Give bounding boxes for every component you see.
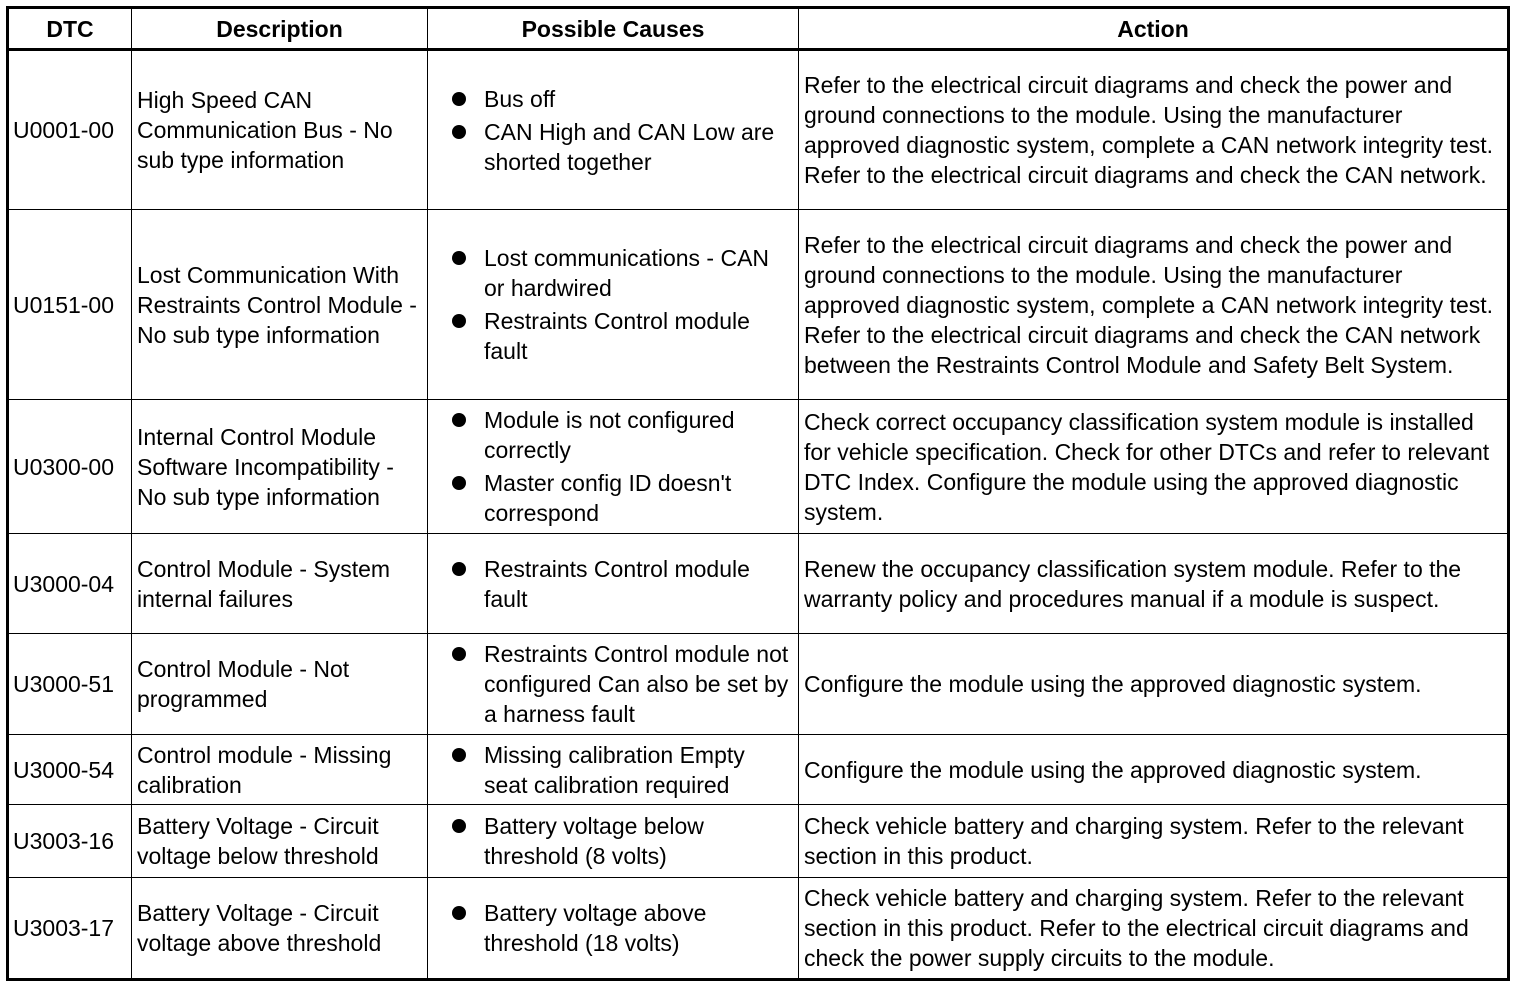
header-description: Description (132, 8, 428, 50)
cause-text: Lost communications - CAN or hardwired (484, 245, 770, 301)
cause-item (450, 898, 792, 958)
dtc-description: Control Module - System internal failures (132, 534, 428, 634)
possible-causes (428, 210, 799, 400)
dtc-description: Control Module - Not programmed (132, 634, 428, 735)
cause-text: Battery voltage above threshold (18 volts) (484, 900, 707, 956)
dtc-code: U3000-04 (8, 534, 132, 634)
cause-text: CAN High and CAN Low are shorted together (484, 118, 775, 175)
cause-text: Module is not configured correctly (484, 407, 735, 463)
cause-item (450, 639, 792, 729)
table-row (8, 878, 1509, 980)
bullet-icon (452, 562, 466, 576)
cause-list (450, 405, 792, 528)
bullet-icon (452, 125, 466, 139)
bullet-icon (452, 906, 466, 920)
cause-text: Missing calibration Empty seat calibration required (484, 741, 745, 798)
dtc-code: U0300-00 (8, 400, 132, 534)
bullet-icon (452, 647, 466, 661)
table-row (8, 400, 1509, 534)
possible-causes (428, 634, 799, 735)
cause-list (450, 554, 792, 614)
dtc-code: U0151-00 (8, 210, 132, 400)
table-row (8, 805, 1509, 878)
dtc-action: Refer to the electrical circuit diagrams and check the power and ground connections to the module. Using the manufacturer approved diagnostic system, complete a CAN network integrity test. Refer to the electrical circuit diagrams and check the CAN network between the Restraints Control Module and Safety Belt System. (799, 210, 1509, 400)
possible-causes (428, 534, 799, 634)
possible-causes (428, 805, 799, 878)
cause-list (450, 811, 792, 871)
cause-item (450, 84, 792, 114)
cause-text: Restraints Control module fault (484, 555, 750, 612)
cause-item (450, 306, 792, 366)
possible-causes (428, 50, 799, 210)
cause-text: Restraints Control module not configured Can also be set by a harness fault (484, 641, 789, 727)
dtc-description: Lost Communication With Restraints Control Module - No sub type information (132, 210, 428, 400)
cause-item (450, 811, 792, 871)
possible-causes (428, 400, 799, 534)
header-action: Action (799, 8, 1509, 50)
dtc-action: Refer to the electrical circuit diagrams and check the power and ground connections to the module. Using the manufacturer approved diagnostic system, complete a CAN network integrity test. Refer to the electrical circuit diagrams and check the CAN network. (799, 50, 1509, 210)
bullet-icon (452, 748, 466, 762)
header-possible-causes: Possible Causes (428, 8, 799, 50)
cause-text: Bus off (484, 85, 556, 112)
cause-text: Battery voltage below threshold (8 volts) (484, 813, 704, 869)
dtc-description: Battery Voltage - Circuit voltage below threshold (132, 805, 428, 878)
cause-item (450, 740, 792, 800)
table-row (8, 534, 1509, 634)
bullet-icon (452, 92, 466, 106)
cause-item (450, 405, 792, 465)
dtc-action: Configure the module using the approved diagnostic system. (799, 634, 1509, 735)
dtc-code: U3000-54 (8, 735, 132, 805)
cause-list (450, 639, 792, 729)
dtc-code: U3000-51 (8, 634, 132, 735)
header-dtc: DTC (8, 8, 132, 50)
cause-item (450, 243, 792, 303)
possible-causes (428, 878, 799, 980)
dtc-description: High Speed CAN Communication Bus - No sub type information (132, 50, 428, 210)
dtc-action: Check correct occupancy classification system module is installed for vehicle specification. Check for other DTCs and refer to relevant DTC Index. Configure the module using the approved diagnostic system. (799, 400, 1509, 534)
table-header-row (8, 8, 1509, 50)
table-row (8, 634, 1509, 735)
cause-list (450, 898, 792, 958)
possible-causes (428, 735, 799, 805)
dtc-code: U3003-16 (8, 805, 132, 878)
dtc-action: Renew the occupancy classification system module. Refer to the warranty policy and procedures manual if a module is suspect. (799, 534, 1509, 634)
dtc-action: Check vehicle battery and charging system. Refer to the relevant section in this product. (799, 805, 1509, 878)
dtc-description: Internal Control Module Software Incompatibility - No sub type information (132, 400, 428, 534)
table-row (8, 50, 1509, 210)
dtc-description: Battery Voltage - Circuit voltage above threshold (132, 878, 428, 980)
cause-list (450, 84, 792, 177)
dtc-action: Check vehicle battery and charging system. Refer to the relevant section in this product. Refer to the electrical circuit diagrams and check the power supply circuits to the module. (799, 878, 1509, 980)
cause-text: Restraints Control module fault (484, 308, 750, 364)
dtc-code: U3003-17 (8, 878, 132, 980)
dtc-description: Control module - Missing calibration (132, 735, 428, 805)
bullet-icon (452, 413, 466, 427)
table-row (8, 210, 1509, 400)
cause-text: Master config ID doesn't correspond (484, 470, 732, 526)
dtc-action: Configure the module using the approved diagnostic system. (799, 735, 1509, 805)
table-row (8, 735, 1509, 805)
cause-item (450, 117, 792, 177)
cause-list (450, 243, 792, 366)
bullet-icon (452, 251, 466, 265)
bullet-icon (452, 314, 466, 328)
dtc-code: U0001-00 (8, 50, 132, 210)
cause-item (450, 554, 792, 614)
dtc-table (6, 6, 1510, 981)
cause-list (450, 740, 792, 800)
bullet-icon (452, 819, 466, 833)
bullet-icon (452, 476, 466, 490)
cause-item (450, 468, 792, 528)
